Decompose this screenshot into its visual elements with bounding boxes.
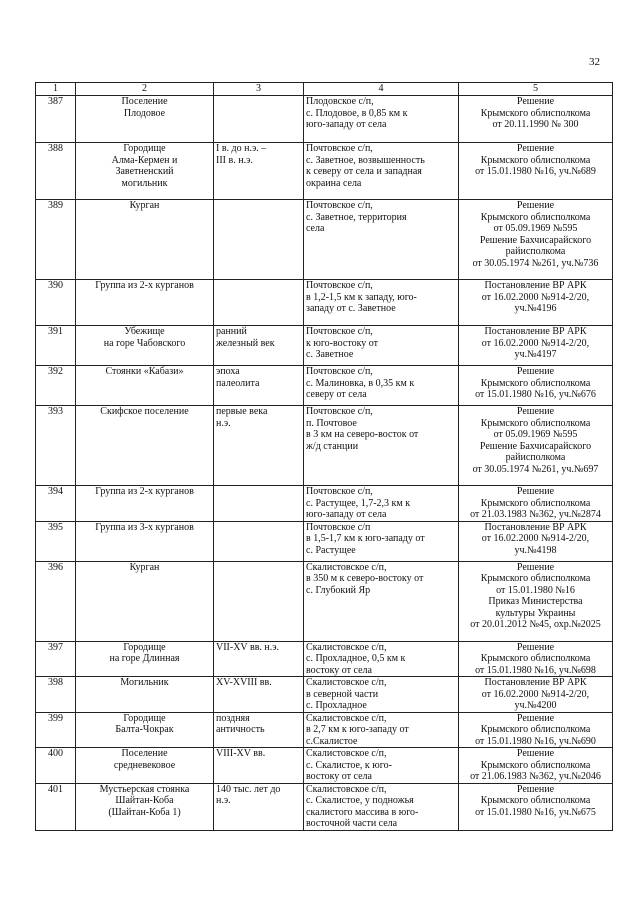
dating-cell [214, 143, 304, 200]
protection-document-cell [459, 406, 613, 486]
dating-line: эпоха [216, 366, 240, 377]
monument-name-line: Поселение [121, 748, 168, 759]
dating-cell [214, 677, 304, 713]
protection-document-line: от 15.01.1980 №16, уч.№675 [475, 806, 596, 818]
monument-name-line: Группа из 3-х курганов [95, 521, 194, 533]
column-header: 5 [459, 83, 613, 96]
protection-document-line: от 30.05.1974 №261, уч.№697 [472, 463, 599, 475]
protection-document-line: Крымского облисполкома [480, 759, 591, 771]
row-number-cell: 392 [36, 366, 76, 406]
dating-cell [214, 366, 304, 406]
table-row [36, 326, 613, 366]
monument-name-cell [76, 366, 214, 406]
monument-name-cell [76, 521, 214, 561]
monument-name-cell [76, 783, 214, 830]
location-line: Плодовское с/п, [306, 96, 374, 107]
dating-line: н.э. [216, 417, 231, 429]
row-number-cell: 396 [36, 561, 76, 641]
dating-cell [214, 406, 304, 486]
dating-cell [214, 641, 304, 677]
row-number-cell: 399 [36, 712, 76, 748]
protection-document-line: уч.№4197 [514, 349, 557, 360]
location-line: села [306, 223, 325, 234]
column-header: 3 [214, 83, 304, 96]
protection-document-line: от 15.01.1980 №16, уч.№698 [475, 664, 596, 676]
location-cell [304, 712, 459, 748]
protection-document-line: Крымского облисполкома [480, 211, 591, 223]
dating-cell [214, 521, 304, 561]
location-line: в северной части [306, 688, 379, 700]
monument-name-line: Алма-Кермен и [111, 154, 178, 166]
location-line: Почтовское с/п [306, 521, 371, 533]
table-body [36, 96, 613, 831]
protection-document-line: Решение [516, 641, 555, 653]
row-number-cell: 388 [36, 143, 76, 200]
dating-cell [214, 748, 304, 784]
location-line: с. Заветное [306, 349, 354, 360]
table-header-row [36, 83, 613, 96]
monument-name-line: Группа из 2-х курганов [95, 280, 194, 291]
row-number-cell: 389 [36, 200, 76, 280]
location-line: ж/д станции [306, 440, 359, 452]
monuments-table [35, 82, 613, 831]
protection-document-line: от 20.11.1990 № 300 [492, 119, 579, 130]
location-line: с. Растущее, 1,7-2,3 км к [306, 497, 411, 509]
location-line: скалистого массива в юго- [306, 806, 419, 818]
dating-line: VIII-XV вв. [216, 748, 266, 759]
protection-document-cell [459, 521, 613, 561]
table-row [36, 748, 613, 784]
protection-document-line: от 15.01.1980 №16 [496, 584, 575, 596]
location-cell [304, 641, 459, 677]
location-cell [304, 366, 459, 406]
protection-document-line: Крымского облисполкома [480, 724, 591, 735]
monument-name-cell [76, 486, 214, 522]
protection-document-line: Крымского облисполкома [480, 377, 591, 389]
location-line: Скалистовское с/п, [306, 641, 387, 653]
row-number-cell: 398 [36, 677, 76, 713]
dating-line: ранний [216, 326, 247, 337]
location-line: Скалистовское с/п, [306, 677, 387, 688]
location-line: Почтовское с/п, [306, 280, 373, 291]
location-line: Почтовское с/п, [306, 326, 373, 337]
table-row [36, 143, 613, 200]
protection-document-line: уч.№4198 [514, 544, 557, 556]
protection-document-line: уч.№4200 [514, 700, 557, 711]
dating-cell [214, 486, 304, 522]
table-row [36, 200, 613, 280]
protection-document-line: Решение [516, 143, 555, 154]
protection-document-line: Решение [516, 712, 555, 724]
monument-name-line: Городище [123, 712, 166, 724]
monument-name-line: Могильник [120, 677, 169, 688]
protection-document-line: Решение [516, 561, 555, 573]
protection-document-line: Крымского облисполкома [480, 417, 591, 429]
protection-document-line: Решение [516, 96, 555, 107]
location-line: с. Плодовое, в 0,85 км к [306, 107, 408, 119]
location-line: Скалистовское с/п, [306, 748, 387, 759]
protection-document-line: Решение [516, 366, 555, 377]
protection-document-line: Решение Бахчисарайского [479, 234, 592, 246]
monument-name-line: Городище [123, 641, 166, 653]
monument-name-line: на горе Чабовского [103, 337, 186, 349]
protection-document-line: Постановление ВР АРК [484, 280, 587, 291]
dating-cell [214, 712, 304, 748]
location-line: восточной части села [306, 818, 398, 829]
monument-name-line: Плодовое [123, 107, 166, 119]
protection-document-cell [459, 712, 613, 748]
location-line: западу от с. Заветное [306, 303, 396, 314]
protection-document-line: Крымского облисполкома [480, 795, 591, 806]
monument-name-line: на горе Длинная [109, 653, 180, 664]
protection-document-line: райисполкома [505, 452, 566, 463]
location-line: Скалистовское с/п, [306, 712, 387, 724]
location-line: северу от села [306, 389, 367, 400]
dating-line: III в. н.э. [216, 154, 253, 166]
dating-cell [214, 326, 304, 366]
location-line: в 350 м к северо-востоку от [306, 573, 424, 584]
monument-name-cell [76, 326, 214, 366]
monument-name-line: Курган [129, 200, 160, 211]
protection-document-cell [459, 783, 613, 830]
location-line: Почтовское с/п, [306, 406, 373, 417]
protection-document-line: Крымского облисполкома [480, 154, 591, 166]
monument-name-cell [76, 561, 214, 641]
table-row [36, 280, 613, 326]
monument-name-cell [76, 748, 214, 784]
protection-document-line: Постановление ВР АРК [484, 521, 587, 533]
location-line: Почтовское с/п, [306, 366, 373, 377]
location-cell [304, 561, 459, 641]
protection-document-line: уч.№4196 [514, 303, 557, 314]
protection-document-line: от 05.09.1969 №595 [493, 429, 578, 440]
protection-document-line: Решение [516, 748, 555, 759]
protection-document-cell [459, 96, 613, 143]
table-row [36, 641, 613, 677]
location-cell [304, 326, 459, 366]
protection-document-line: Решение [516, 783, 555, 795]
location-cell [304, 200, 459, 280]
protection-document-cell [459, 748, 613, 784]
location-line: юго-западу от села [306, 509, 387, 520]
table-row [36, 677, 613, 713]
monument-name-line: Группа из 2-х курганов [95, 486, 194, 497]
protection-document-line: Крымского облисполкома [480, 497, 591, 509]
location-line: с. Заветное, возвышенность [306, 154, 425, 166]
protection-document-line: от 30.05.1974 №261, уч.№736 [472, 257, 599, 269]
location-line: с. Малиновка, в 0,35 км к [306, 377, 415, 389]
location-line: востоку от села [306, 664, 372, 676]
protection-document-line: Крымского облисполкома [480, 107, 591, 119]
location-line: юго-западу от села [306, 119, 387, 130]
page-number: 32 [589, 56, 600, 68]
dating-line: VII-XV вв. н.э. [216, 641, 280, 653]
column-header: 4 [304, 83, 459, 96]
dating-line: XV-XVIII вв. [216, 677, 272, 688]
protection-document-line: Постановление ВР АРК [484, 677, 587, 688]
location-cell [304, 280, 459, 326]
monument-name-line: Мустьерская стоянка [99, 783, 190, 795]
location-cell [304, 521, 459, 561]
table-row [36, 712, 613, 748]
protection-document-cell [459, 561, 613, 641]
table-row [36, 96, 613, 143]
row-number-cell: 401 [36, 783, 76, 830]
monument-name-cell [76, 641, 214, 677]
protection-document-line: Приказ Министерства [488, 596, 583, 607]
dating-cell [214, 200, 304, 280]
protection-document-line: от 16.02.2000 №914-2/20, [481, 533, 590, 544]
protection-document-cell [459, 280, 613, 326]
location-line: с. Глубокий Яр [306, 584, 371, 596]
dating-line: палеолита [216, 377, 260, 389]
row-number-cell: 393 [36, 406, 76, 486]
location-line: с.Скалистое [306, 735, 358, 747]
protection-document-line: от 15.01.1980 №16, уч.№676 [475, 389, 596, 400]
location-cell [304, 677, 459, 713]
monument-name-line: Заветненский [115, 166, 174, 177]
location-line: Почтовское с/п, [306, 200, 373, 211]
dating-line: 140 тыс. лет до [216, 783, 281, 795]
protection-document-line: Крымского облисполкома [480, 653, 591, 664]
protection-document-line: от 15.01.1980 №16, уч.№689 [475, 166, 596, 177]
monument-name-line: Стоянки «Кабази» [105, 366, 184, 377]
monument-name-cell [76, 280, 214, 326]
monument-name-line: Городище [123, 143, 166, 154]
location-line: к юго-востоку от [306, 337, 379, 349]
location-line: в 2,7 км к юго-западу от [306, 724, 409, 735]
protection-document-line: Решение [516, 200, 555, 211]
location-line: Скалистовское с/п, [306, 783, 387, 795]
location-line: с. Растущее [306, 544, 356, 556]
monument-name-cell [76, 96, 214, 143]
location-line: востоку от села [306, 771, 372, 782]
protection-document-cell [459, 366, 613, 406]
location-line: в 1,2-1,5 км к западу, юго- [306, 291, 417, 303]
row-number-cell: 400 [36, 748, 76, 784]
dating-cell [214, 783, 304, 830]
location-line: Скалистовское с/п, [306, 561, 387, 573]
location-line: с. Заветное, территория [306, 211, 407, 223]
row-number-cell: 387 [36, 96, 76, 143]
dating-cell [214, 96, 304, 143]
table-row [36, 366, 613, 406]
protection-document-line: от 21.03.1983 №362, уч.№2874 [470, 509, 601, 520]
monument-name-line: Скифское поселение [100, 406, 189, 417]
table-row [36, 561, 613, 641]
row-number-cell: 391 [36, 326, 76, 366]
location-line: окраина села [306, 177, 362, 189]
protection-document-line: от 20.01.2012 №45, охр.№2025 [470, 619, 601, 630]
table-row [36, 486, 613, 522]
location-cell [304, 96, 459, 143]
location-cell [304, 406, 459, 486]
table-row [36, 521, 613, 561]
location-line: п. Почтовое [306, 417, 357, 429]
dating-cell [214, 561, 304, 641]
table-row [36, 406, 613, 486]
protection-document-line: от 21.06.1983 №362, уч.№2046 [470, 771, 601, 782]
protection-document-line: от 05.09.1969 №595 [493, 223, 578, 234]
monument-name-line: Балта-Чокрак [115, 724, 174, 735]
protection-document-line: Решение Бахчисарайского [479, 440, 592, 452]
location-cell [304, 783, 459, 830]
protection-document-cell [459, 143, 613, 200]
protection-document-line: райисполкома [505, 246, 566, 257]
monument-name-line: Поселение [121, 96, 168, 107]
location-line: с. Скалистое, к юго- [306, 759, 392, 771]
protection-document-line: Крымского облисполкома [480, 573, 591, 584]
table-row [36, 783, 613, 830]
row-number-cell: 390 [36, 280, 76, 326]
location-cell [304, 748, 459, 784]
location-line: в 1,5-1,7 км к юго-западу от [306, 533, 425, 544]
location-line: Почтовское с/п, [306, 486, 373, 497]
monument-name-line: (Шайтан-Коба 1) [108, 806, 181, 818]
row-number-cell: 397 [36, 641, 76, 677]
protection-document-cell [459, 641, 613, 677]
protection-document-line: от 15.01.1980 №16, уч.№690 [475, 735, 596, 747]
location-cell [304, 486, 459, 522]
protection-document-line: от 16.02.2000 №914-2/20, [481, 337, 590, 349]
dating-cell [214, 280, 304, 326]
monument-name-cell [76, 677, 214, 713]
location-line: Почтовское с/п, [306, 143, 373, 154]
protection-document-line: от 16.02.2000 №914-2/20, [481, 688, 590, 700]
monument-name-line: Курган [129, 561, 160, 573]
dating-line: н.э. [216, 795, 231, 806]
monument-name-cell [76, 406, 214, 486]
dating-line: первые века [216, 406, 268, 417]
protection-document-line: Решение [516, 486, 555, 497]
location-line: в 3 км на северо-восток от [306, 429, 419, 440]
dating-line: поздняя [216, 712, 250, 724]
monument-name-line: средневековое [113, 759, 176, 771]
protection-document-cell [459, 677, 613, 713]
protection-document-cell [459, 200, 613, 280]
location-line: с. Прохладное [306, 700, 367, 711]
monument-name-cell [76, 143, 214, 200]
location-line: с. Скалистое, у подножья [306, 795, 414, 806]
dating-line: античность [216, 724, 265, 735]
monument-name-line: Убежище [124, 326, 165, 337]
monument-name-line: Шайтан-Коба [115, 795, 174, 806]
monument-name-line: могильник [121, 177, 168, 189]
row-number-cell: 394 [36, 486, 76, 522]
protection-document-cell [459, 326, 613, 366]
monument-name-cell [76, 200, 214, 280]
column-header: 2 [76, 83, 214, 96]
protection-document-line: культуры Украины [495, 607, 576, 619]
location-line: с. Прохладное, 0,5 км к [306, 653, 406, 664]
protection-document-line: Постановление ВР АРК [484, 326, 587, 337]
protection-document-line: от 16.02.2000 №914-2/20, [481, 291, 590, 303]
monument-name-cell [76, 712, 214, 748]
protection-document-cell [459, 486, 613, 522]
location-cell [304, 143, 459, 200]
column-header: 1 [36, 83, 76, 96]
dating-line: железный век [216, 337, 275, 349]
location-line: к северу от села и западная [306, 166, 422, 177]
dating-line: I в. до н.э. – [216, 143, 267, 154]
row-number-cell: 395 [36, 521, 76, 561]
protection-document-line: Решение [516, 406, 555, 417]
